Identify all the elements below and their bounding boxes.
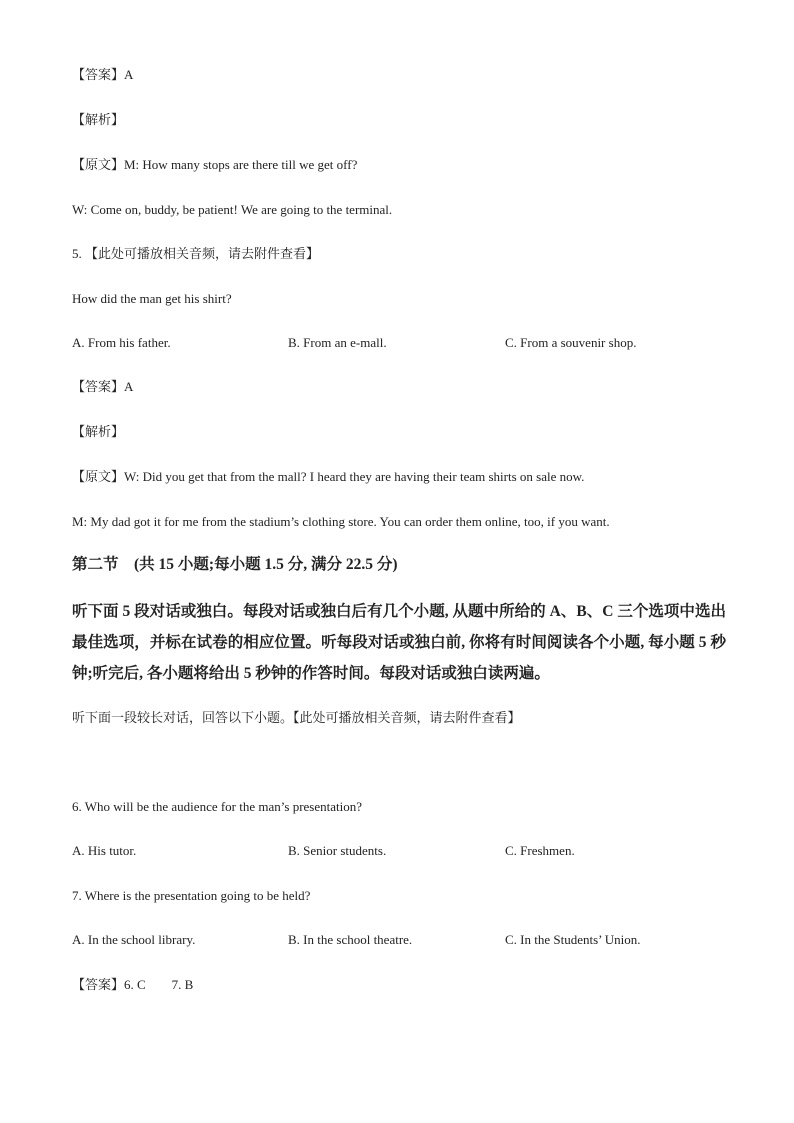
q5-analysis-label: 【解析】 — [72, 424, 125, 439]
section2-heading: 第二节 (共 15 小题;每小题 1.5 分, 满分 22.5 分) — [72, 556, 398, 573]
q5-question: How did the man get his shirt? — [72, 291, 232, 306]
q6-question: 6. Who will be the audience for the man’s presentation? — [72, 799, 362, 814]
q5-option-c: C. From a souvenir shop. — [505, 335, 637, 350]
q7-question: 7. Where is the presentation going to be held? — [72, 888, 311, 903]
q6-option-a: A. His tutor. — [72, 843, 137, 858]
q6-option-b: B. Senior students. — [288, 843, 387, 858]
q4-script-line2: W: Come on, buddy, be patient! We are going to the terminal. — [72, 202, 393, 217]
q4-script-line1: 【原文】M: How many stops are there till we get off? — [72, 157, 358, 172]
answers-6-7: 【答案】6. C 7. B — [72, 977, 194, 992]
q4-analysis-label: 【解析】 — [72, 112, 125, 127]
q5-option-a: A. From his father. — [72, 335, 171, 350]
section2-intro: 听下面一段较长对话，回答以下小题。【此处可播放相关音频，请去附件查看】 — [72, 710, 521, 725]
q4-answer: 【答案】A — [72, 67, 134, 82]
section2-instructions: 听下面 5 段对话或独白。每段对话或独白后有几个小题, 从题中所给的 A、B、C 三个选项中选出最佳选项，并标在试卷的相应位置。听每段对话或独白前, 你将有时间阅读各个小题, 每小题 5 秒钟;听完后, 各小题将给出 5 秒钟的作答时间。每段对话或独白读两遍。 — [72, 603, 726, 682]
q7-option-b: B. In the school theatre. — [288, 932, 413, 947]
q5-title: 5. 【此处可播放相关音频，请去附件查看】 — [72, 246, 320, 261]
q5-script-line1: 【原文】W: Did you get that from the mall? I heard they are having their team shirts on sale now. — [72, 469, 585, 484]
q5-answer: 【答案】A — [72, 379, 134, 394]
q6-option-c: C. Freshmen. — [505, 843, 575, 858]
q7-option-a: A. In the school library. — [72, 932, 196, 947]
q5-option-b: B. From an e-mall. — [288, 335, 387, 350]
q5-script-line2: M: My dad got it for me from the stadium’s clothing store. You can order them online, too, if you want. — [72, 514, 610, 529]
q7-option-c: C. In the Students’ Union. — [505, 932, 641, 947]
